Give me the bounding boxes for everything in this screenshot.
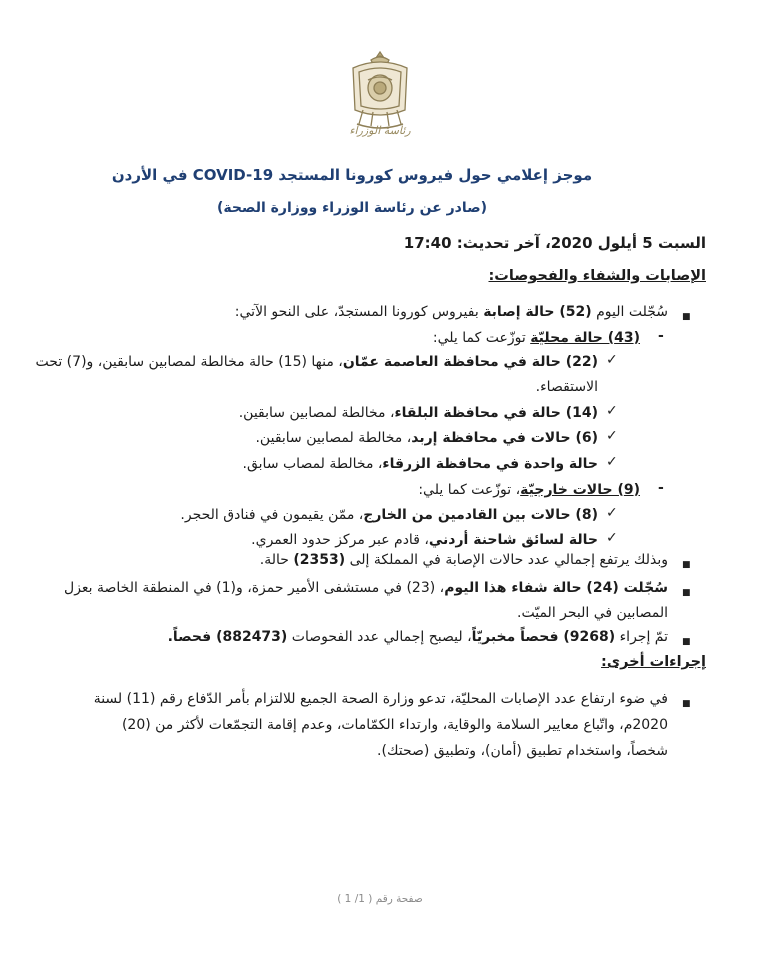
total-cases-line: وبذلك يرتفع إجمالي عدد حالات الإصابة في المملكة إلى (2353) حالة. <box>259 552 668 568</box>
square-bullet: ■ <box>682 588 691 598</box>
external-item-truck-driver: حالة لسائق شاحنة أردني، قادم عبر مركز حدود العمري. <box>251 532 598 548</box>
checkmark-icon: ✓ <box>606 428 618 444</box>
local-item-amman: (22) حالة في محافظة العاصمة عمّان، منها (15) حالة مخالطة لمصابين سابقين، و(7) تحت <box>35 354 598 370</box>
recovery-line: سُجّلت (24) حالة شفاء هذا اليوم، (23) في مستشفى الأمير حمزة، و(1) في المنطقة الخاصة بعزل <box>64 580 668 596</box>
checkmark-icon: ✓ <box>606 403 618 419</box>
local-item-irbid: (6) حالات في محافظة إربد، مخالطة لمصابين سابقين. <box>255 430 598 446</box>
emblem-caption: رئاسة الوزراء <box>349 124 411 137</box>
section-heading-cases: الإصابات والشفاء والفحوصات: <box>488 268 706 284</box>
tests-line: تمّ إجراء (9268) فحصاً مخبريّاً، ليصبح إجمالي عدد الفحوصات (882473) فحصاً. <box>167 629 668 645</box>
square-bullet: ■ <box>682 560 691 570</box>
local-item-zarqa: حالة واحدة في محافظة الزرقاء، مخالطة لمصاب سابق. <box>242 456 598 472</box>
local-item-amman-cont: الاستقصاء. <box>535 379 598 395</box>
checkmark-icon: ✓ <box>606 352 618 368</box>
square-bullet: ■ <box>682 637 691 647</box>
checkmark-icon: ✓ <box>606 505 618 521</box>
recovery-line-cont: المصابين في البحر الميّت. <box>517 605 668 621</box>
cases-intro: سُجّلت اليوم (52) حالة إصابة بفيروس كورونا المستجدّ، على النحو الآتي: <box>234 304 668 320</box>
external-item-arrivals: (8) حالات بين القادمين من الخارج، ممّن يقيمون في فنادق الحجر. <box>180 507 598 523</box>
dash-bullet: - <box>658 480 664 496</box>
checkmark-icon: ✓ <box>606 454 618 470</box>
square-bullet: ■ <box>682 699 691 709</box>
measures-line-2: 2020م، واتّباع معايير السلامة والوقاية، وارتداء الكمّامات، وعدم إقامة التجمّعات لأكثر من (20) <box>121 717 668 733</box>
page-number: صفحة رقم ( 1/ 1 ) <box>337 893 423 905</box>
document-title: موجز إعلامي حول فيروس كورونا المستجد COVID-19 في الأردن <box>111 166 593 184</box>
section-heading-other-measures: إجراءات أخرى: <box>601 654 706 670</box>
document-subtitle: (صادر عن رئاسة الوزراء ووزارة الصحة) <box>216 200 488 216</box>
measures-line-3: شخصاً، واستخدام تطبيق (أمان)، وتطبيق (صحتك). <box>377 743 668 759</box>
measures-line-1: في ضوء ارتفاع عدد الإصابات المحليّة، تدعو وزارة الصحة الجميع للالتزام بأمر الدّفاع رقم (11) لسنة <box>93 691 668 707</box>
local-item-balqa: (14) حالة في محافظة البلقاء، مخالطة لمصابين سابقين. <box>238 405 598 421</box>
square-bullet: ■ <box>682 312 691 322</box>
external-cases-line: (9) حالات خارجيّة، توزّعت كما يلي: <box>418 482 640 498</box>
checkmark-icon: ✓ <box>606 530 618 546</box>
dash-bullet: - <box>658 328 664 344</box>
local-cases-line: (43) حالة محليّة توزّعت كما يلي: <box>432 330 640 346</box>
date-line: السبت 5 أيلول 2020، آخر تحديث: 17:40 <box>403 234 706 252</box>
